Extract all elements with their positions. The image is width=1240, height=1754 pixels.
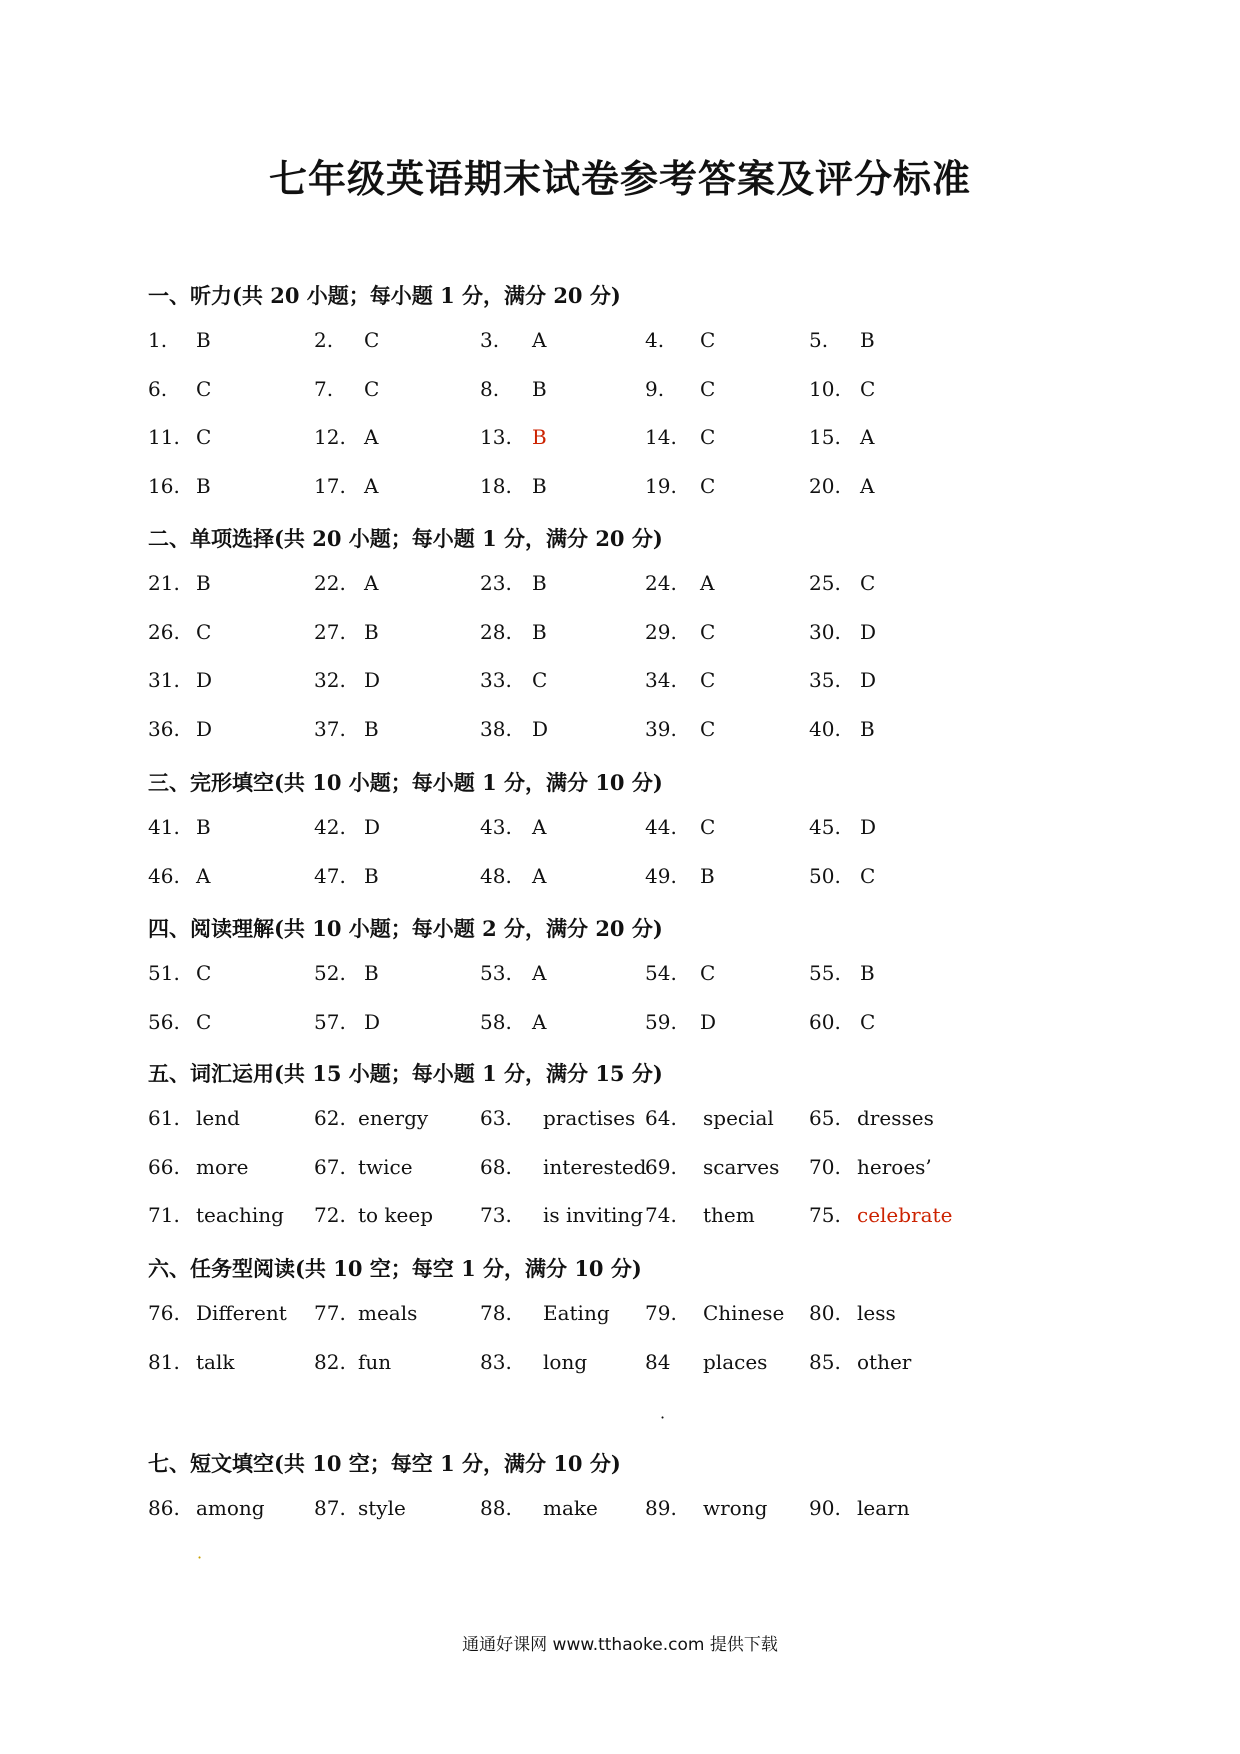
question-number: 57. bbox=[314, 1009, 346, 1034]
answer-value: B bbox=[196, 328, 211, 352]
answer-value: celebrate bbox=[857, 1203, 953, 1227]
question-number: 16. bbox=[148, 473, 180, 498]
question-number: 18. bbox=[480, 473, 512, 498]
question-number: 68. bbox=[480, 1154, 512, 1179]
question-number: 74. bbox=[645, 1203, 677, 1227]
question-number: 14. bbox=[645, 425, 677, 449]
question-number: 21. bbox=[148, 571, 180, 595]
question-number: 33. bbox=[480, 668, 512, 692]
answer-value: C bbox=[700, 619, 716, 644]
answer-value: D bbox=[364, 668, 381, 692]
answer-value: C bbox=[700, 716, 716, 741]
question-number: 54. bbox=[645, 961, 677, 985]
question-number: 37. bbox=[314, 716, 346, 741]
answer-value: talk bbox=[196, 1349, 235, 1374]
page-title: 七年级英语期末试卷参考答案及评分标准 bbox=[268, 156, 971, 201]
answer-row bbox=[0, 1106, 1240, 1136]
question-number: 49. bbox=[645, 863, 677, 888]
answer-value: A bbox=[860, 425, 875, 449]
answer-row bbox=[0, 377, 1240, 407]
answer-value: B bbox=[532, 571, 547, 595]
answer-value: A bbox=[532, 863, 547, 888]
answer-value: C bbox=[196, 425, 212, 449]
answer-value: B bbox=[532, 376, 547, 401]
answer-value: C bbox=[700, 376, 716, 401]
answer-value: lend bbox=[196, 1106, 240, 1130]
question-number: 80. bbox=[809, 1301, 841, 1325]
answer-value: dresses bbox=[857, 1106, 934, 1130]
answer-row bbox=[0, 1350, 1240, 1380]
question-number: 88. bbox=[480, 1496, 512, 1520]
answer-value: B bbox=[364, 961, 379, 985]
question-number: 87. bbox=[314, 1496, 346, 1520]
question-number: 67. bbox=[314, 1154, 346, 1179]
question-number: 56. bbox=[148, 1009, 180, 1034]
answer-value: them bbox=[703, 1203, 755, 1227]
question-number: 8. bbox=[480, 376, 500, 401]
answer-value: B bbox=[860, 328, 875, 352]
answer-row bbox=[0, 717, 1240, 747]
answer-value: Different bbox=[196, 1301, 287, 1325]
question-number: 32. bbox=[314, 668, 346, 692]
question-number: 42. bbox=[314, 815, 346, 839]
answer-value: teaching bbox=[196, 1203, 284, 1227]
question-number: 7. bbox=[314, 376, 334, 401]
question-number: 69. bbox=[645, 1154, 677, 1179]
question-number: 1. bbox=[148, 328, 168, 352]
answer-value: B bbox=[860, 716, 875, 741]
answer-value: Eating bbox=[543, 1301, 610, 1325]
answer-row bbox=[0, 815, 1240, 845]
answer-value: C bbox=[860, 376, 876, 401]
question-number: 3. bbox=[480, 328, 500, 352]
question-number: 31. bbox=[148, 668, 180, 692]
answer-value: A bbox=[532, 815, 547, 839]
answer-value: D bbox=[860, 619, 877, 644]
question-number: 24. bbox=[645, 571, 677, 595]
answer-row bbox=[0, 620, 1240, 650]
answer-value: B bbox=[532, 425, 547, 449]
question-number: 48. bbox=[480, 863, 512, 888]
question-number: 47. bbox=[314, 863, 346, 888]
answer-row bbox=[0, 425, 1240, 455]
answer-value: B bbox=[364, 716, 379, 741]
question-number: 83. bbox=[480, 1349, 512, 1374]
answer-row bbox=[0, 668, 1240, 698]
answer-value: twice bbox=[358, 1154, 413, 1179]
question-number: 84 bbox=[645, 1349, 671, 1374]
question-number: 28. bbox=[480, 619, 512, 644]
question-number: 15. bbox=[809, 425, 841, 449]
answer-row bbox=[0, 1010, 1240, 1040]
answer-value: among bbox=[196, 1496, 265, 1520]
answer-value: heroes’ bbox=[857, 1154, 932, 1179]
answer-row bbox=[0, 1496, 1240, 1526]
page-footer: 通通好课网 www.tthaoke.com 提供下载 bbox=[462, 1635, 778, 1655]
answer-value: C bbox=[860, 863, 876, 888]
section-heading: 三、完形填空(共 10 小题；每小题 1 分，满分 10 分) bbox=[148, 770, 663, 795]
answer-value: C bbox=[700, 961, 716, 985]
answer-value: A bbox=[700, 571, 715, 595]
question-number: 43. bbox=[480, 815, 512, 839]
answer-value: D bbox=[860, 668, 877, 692]
answer-value: A bbox=[532, 961, 547, 985]
answer-value: B bbox=[532, 473, 547, 498]
question-number: 72. bbox=[314, 1203, 346, 1227]
answer-value: B bbox=[700, 863, 715, 888]
question-number: 4. bbox=[645, 328, 665, 352]
answer-value: make bbox=[543, 1496, 598, 1520]
answer-value: C bbox=[196, 619, 212, 644]
question-number: 6. bbox=[148, 376, 168, 401]
answer-value: D bbox=[196, 668, 213, 692]
answer-value: B bbox=[532, 619, 547, 644]
section-heading: 一、听力(共 20 小题；每小题 1 分，满分 20 分) bbox=[148, 283, 621, 308]
answer-row bbox=[0, 571, 1240, 601]
answer-value: C bbox=[700, 328, 716, 352]
answer-value: style bbox=[358, 1496, 406, 1520]
answer-value: C bbox=[196, 961, 212, 985]
answer-value: A bbox=[196, 863, 211, 888]
question-number: 53. bbox=[480, 961, 512, 985]
answer-row bbox=[0, 961, 1240, 991]
question-number: 62. bbox=[314, 1106, 346, 1130]
question-number: 25. bbox=[809, 571, 841, 595]
answer-row bbox=[0, 1301, 1240, 1331]
question-number: 81. bbox=[148, 1349, 180, 1374]
question-number: 63. bbox=[480, 1106, 512, 1130]
answer-value: scarves bbox=[703, 1154, 780, 1179]
question-number: 60. bbox=[809, 1009, 841, 1034]
question-number: 85. bbox=[809, 1349, 841, 1374]
answer-row bbox=[0, 474, 1240, 504]
question-number: 38. bbox=[480, 716, 512, 741]
question-number: 36. bbox=[148, 716, 180, 741]
answer-row bbox=[0, 1203, 1240, 1233]
answer-value: Chinese bbox=[703, 1301, 785, 1325]
question-number: 10. bbox=[809, 376, 841, 401]
answer-value: learn bbox=[857, 1496, 910, 1520]
answer-row bbox=[0, 328, 1240, 358]
answer-value: energy bbox=[358, 1106, 429, 1130]
question-number: 58. bbox=[480, 1009, 512, 1034]
answer-value: more bbox=[196, 1154, 249, 1179]
answer-value: A bbox=[860, 473, 875, 498]
question-number: 90. bbox=[809, 1496, 841, 1520]
answer-value: practises bbox=[543, 1106, 636, 1130]
answer-value: fun bbox=[358, 1349, 392, 1374]
answer-value: to keep bbox=[358, 1203, 434, 1227]
answer-value: other bbox=[857, 1349, 912, 1374]
answer-value: B bbox=[196, 815, 211, 839]
question-number: 59. bbox=[645, 1009, 677, 1034]
question-number: 26. bbox=[148, 619, 180, 644]
answer-value: C bbox=[364, 376, 380, 401]
question-number: 40. bbox=[809, 716, 841, 741]
question-number: 66. bbox=[148, 1154, 180, 1179]
answer-value: C bbox=[700, 473, 716, 498]
question-number: 79. bbox=[645, 1301, 677, 1325]
question-number: 51. bbox=[148, 961, 180, 985]
answer-value: special bbox=[703, 1106, 774, 1130]
answer-value: B bbox=[860, 961, 875, 985]
question-number: 29. bbox=[645, 619, 677, 644]
question-number: 17. bbox=[314, 473, 346, 498]
question-number: 50. bbox=[809, 863, 841, 888]
answer-value: A bbox=[364, 425, 379, 449]
question-number: 13. bbox=[480, 425, 512, 449]
question-number: 35. bbox=[809, 668, 841, 692]
answer-value: B bbox=[364, 863, 379, 888]
question-number: 22. bbox=[314, 571, 346, 595]
question-number: 23. bbox=[480, 571, 512, 595]
question-number: 73. bbox=[480, 1203, 512, 1227]
question-number: 11. bbox=[148, 425, 180, 449]
answer-value: A bbox=[532, 328, 547, 352]
question-number: 19. bbox=[645, 473, 677, 498]
answer-value: B bbox=[196, 473, 211, 498]
question-number: 89. bbox=[645, 1496, 677, 1520]
question-number: 70. bbox=[809, 1154, 841, 1179]
answer-value: is inviting bbox=[543, 1203, 644, 1227]
answer-value: long bbox=[543, 1349, 588, 1374]
stray-dot: · bbox=[197, 1548, 203, 1567]
question-number: 5. bbox=[809, 328, 829, 352]
answer-value: interested bbox=[543, 1154, 647, 1179]
section-heading: 四、阅读理解(共 10 小题；每小题 2 分，满分 20 分) bbox=[148, 916, 663, 941]
answer-value: B bbox=[364, 619, 379, 644]
section-heading: 二、单项选择(共 20 小题；每小题 1 分，满分 20 分) bbox=[148, 526, 663, 551]
answer-value: C bbox=[860, 1009, 876, 1034]
answer-value: D bbox=[364, 1009, 381, 1034]
answer-row bbox=[0, 864, 1240, 894]
answer-value: less bbox=[857, 1301, 896, 1325]
answer-value: D bbox=[532, 716, 549, 741]
answer-value: C bbox=[196, 1009, 212, 1034]
question-number: 34. bbox=[645, 668, 677, 692]
answer-value: D bbox=[364, 815, 381, 839]
answer-value: D bbox=[700, 1009, 717, 1034]
question-number: 39. bbox=[645, 716, 677, 741]
question-number: 71. bbox=[148, 1203, 180, 1227]
answer-value: C bbox=[196, 376, 212, 401]
question-number: 12. bbox=[314, 425, 346, 449]
stray-dot: · bbox=[660, 1408, 666, 1427]
answer-value: C bbox=[700, 668, 716, 692]
question-number: 44. bbox=[645, 815, 677, 839]
answer-value: C bbox=[532, 668, 548, 692]
question-number: 75. bbox=[809, 1203, 841, 1227]
question-number: 45. bbox=[809, 815, 841, 839]
section-heading: 六、任务型阅读(共 10 空；每空 1 分，满分 10 分) bbox=[148, 1256, 642, 1281]
question-number: 77. bbox=[314, 1301, 346, 1325]
answer-value: meals bbox=[358, 1301, 418, 1325]
answer-value: D bbox=[196, 716, 213, 741]
section-heading: 五、词汇运用(共 15 小题；每小题 1 分，满分 15 分) bbox=[148, 1061, 663, 1086]
question-number: 55. bbox=[809, 961, 841, 985]
question-number: 65. bbox=[809, 1106, 841, 1130]
question-number: 2. bbox=[314, 328, 334, 352]
question-number: 61. bbox=[148, 1106, 180, 1130]
answer-value: A bbox=[364, 571, 379, 595]
answer-value: B bbox=[196, 571, 211, 595]
question-number: 82. bbox=[314, 1349, 346, 1374]
question-number: 78. bbox=[480, 1301, 512, 1325]
question-number: 20. bbox=[809, 473, 841, 498]
answer-value: C bbox=[860, 571, 876, 595]
question-number: 86. bbox=[148, 1496, 180, 1520]
question-number: 30. bbox=[809, 619, 841, 644]
question-number: 41. bbox=[148, 815, 180, 839]
question-number: 76. bbox=[148, 1301, 180, 1325]
question-number: 52. bbox=[314, 961, 346, 985]
answer-value: C bbox=[700, 815, 716, 839]
answer-value: C bbox=[364, 328, 380, 352]
answer-value: A bbox=[364, 473, 379, 498]
answer-value: A bbox=[532, 1009, 547, 1034]
question-number: 64. bbox=[645, 1106, 677, 1130]
section-heading: 七、短文填空(共 10 空；每空 1 分，满分 10 分) bbox=[148, 1451, 621, 1476]
answer-value: C bbox=[700, 425, 716, 449]
question-number: 46. bbox=[148, 863, 180, 888]
answer-value: D bbox=[860, 815, 877, 839]
answer-value: places bbox=[703, 1349, 768, 1374]
answer-value: wrong bbox=[703, 1496, 768, 1520]
question-number: 9. bbox=[645, 376, 665, 401]
question-number: 27. bbox=[314, 619, 346, 644]
answer-row bbox=[0, 1155, 1240, 1185]
